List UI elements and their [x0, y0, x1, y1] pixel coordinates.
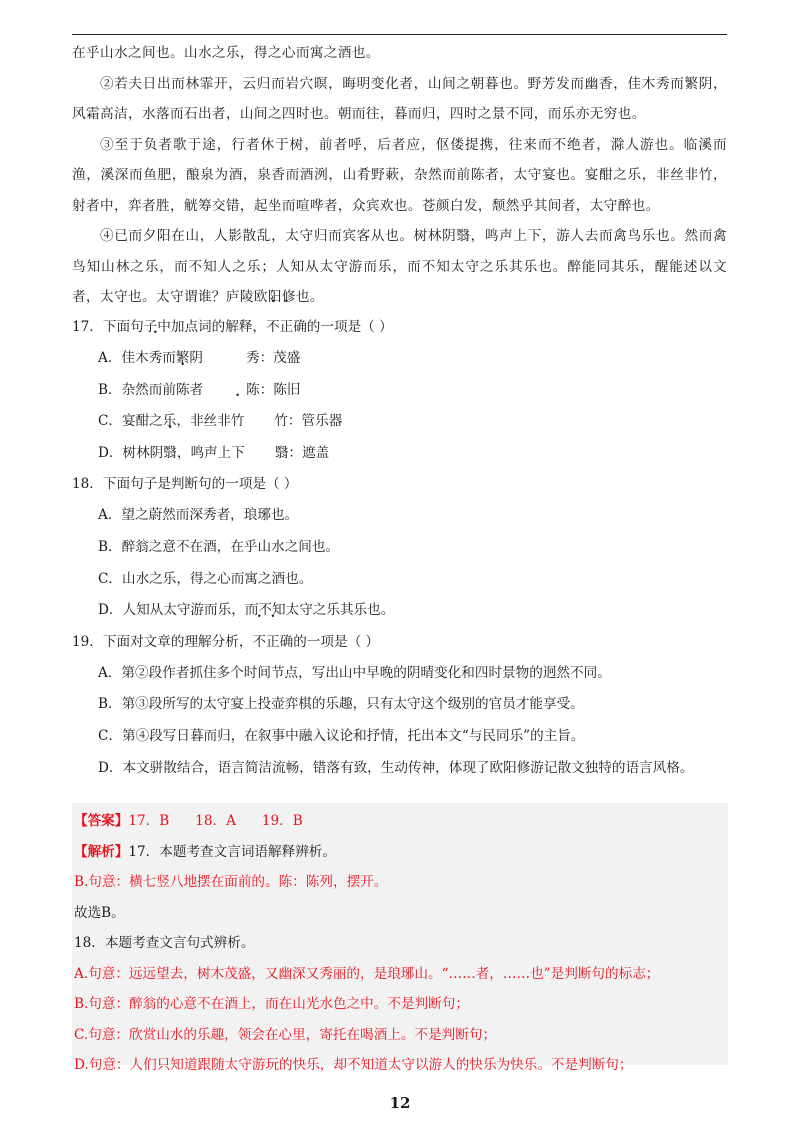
analysis-17-b: B.句意：横七竖八地摆在面前的。陈：陈列，摆开。 [74, 874, 388, 890]
answer-analysis [72, 803, 728, 1081]
question-19-stem: 19．下面对文章的理解分析，不正确的一项是（ ） [72, 627, 732, 658]
question-19-option-a: A．第②段作者抓住多个时间节点，写出山中早晚的阴晴变化和四时景物的迥然不同。 [98, 664, 611, 681]
analysis-18-d: D.句意：人们只知道跟随太守游玩的快乐，却不知道太守以游人的快乐为快乐。不是判断句； [74, 1057, 633, 1073]
passage-line-1: 在乎山水之间也。山水之乐，得之心而寓之酒也。 [72, 45, 380, 61]
questions [72, 312, 732, 784]
analysis-17-choice: 故选B。 [74, 904, 125, 921]
page-number: 12 [389, 1094, 411, 1112]
analysis-18-b: B.句意：醉翁的心意不在酒上，而在山光水色之中。不是判断句； [74, 996, 469, 1012]
question-18-option-a: A．望之蔚然而深秀者，琅琊也。 [98, 507, 299, 524]
question-18-stem: 18．下面句子是判断句的一项是（ ） [72, 476, 298, 493]
passage-paragraph-4: ④已而夕阳在山，人影散乱，太守归而宾客从也。树林阴翳，鸣声上下，游人去而禽鸟乐也。然而禽鸟知山林之乐，而不知人之乐；人知从太守游而乐，而不知太守之乐其乐也。醉能同其乐，醒能述以文者，太守也。太守谓谁？庐陵欧阳修也。 [72, 228, 727, 305]
dotted-word: 竹 [230, 413, 245, 430]
emphasis-char: 正 [279, 319, 294, 335]
analysis-line-18: 18．本题考查文言句式辨析。 [74, 935, 255, 951]
question-17-option-c: C．宴酣之乐，非丝非竹 竹：管乐器 [72, 406, 732, 438]
gloss: 陈：陈旧 [246, 381, 301, 398]
passage-paragraph-2: ②若夫日出而林霏开，云归而岩穴暝，晦明变化者，山间之朝暮也。野芳发而幽香，佳木秀而繁阴，风霜高洁，水落而石出者，山间之四时也。朝而往，暮而归，四时之景不同，而乐亦无穷也。 [72, 75, 727, 122]
question-17-stem: 17．下面句子中加点词的解释，不正确的一项是（ ） [72, 312, 732, 343]
analysis-18-a: A.句意：远远望去，树木茂盛，又幽深又秀丽的，是琅琊山。“……者，……也”是判断句的标志； [74, 965, 660, 982]
answer-line [72, 806, 728, 837]
dotted-word: 秀 [148, 350, 163, 366]
gloss: 翳：遮盖 [274, 444, 330, 461]
question-19-option-b: B．第③段所写的太守宴上投壶弈棋的乐趣，只有太守这个级别的官员才能享受。 [98, 696, 584, 713]
analysis-line-17: 【解析】17．本题考查文言词语解释辨析。 [74, 843, 336, 860]
emphasis-char: 不 [266, 319, 280, 335]
emphasis-char: 不 [252, 633, 267, 650]
gloss: 秀：茂盛 [245, 350, 301, 366]
question-17-option-a: A．佳木秀而繁阴 秀：茂盛 [72, 343, 732, 375]
question-19-option-d: D．本文骈散结合，语言简洁流畅，错落有致，生动传神，体现了欧阳修游记散文独特的语言风格。 [98, 759, 694, 776]
analysis-18-c: C.句意：欣赏山水的乐趣，领会在心里，寄托在喝酒上。不是判断句； [74, 1026, 497, 1043]
question-17-option-d: D．树林阴翳，鸣声上下 翳：遮盖 [72, 438, 732, 470]
emphasis-char: 正 [266, 633, 280, 650]
question-19-option-c: C．第④段写日暮而归，在叙事中融入议论和抒情，托出本文“与民同乐”的主旨。 [98, 727, 585, 744]
answer-tag: 【答案】 [74, 813, 129, 829]
analysis-tag: 【解析】 [74, 843, 129, 860]
gloss: 竹：管乐器 [274, 413, 343, 430]
question-17-option-b: B．杂然而前陈者 陈：陈旧 [72, 375, 732, 407]
dotted-word: 陈 [175, 381, 190, 398]
passage-paragraph-3: ③至于负者歌于途，行者休于树，前者呼，后者应，伛偻提携，往来而不绝者，滁人游也。临溪而渔，溪深而鱼肥，酿泉为酒，泉香而酒洌，山肴野蔌，杂然而前陈者，太守宴也。宴酣之乐，非丝非竹，射者中，弈者胜，觥筹交错，起坐而喧哗者，众宾欢也。苍颜白发，颓然乎其间者，太守醉也。 [72, 136, 727, 214]
answer-text: 17．B 18．A 19．B [128, 813, 303, 829]
question-18-option-c: C．山水之乐，得之心而寓之酒也。 [98, 570, 313, 587]
question-18-option-b: B．醉翁之意不在酒，在乎山水之间也。 [98, 538, 340, 555]
passage-text [72, 38, 727, 313]
question-18-option-d: D．人知从太守游而乐，而不知太守之乐其乐也。 [98, 602, 395, 619]
dotted-word: 翳 [163, 444, 177, 461]
top-rule [72, 34, 727, 35]
